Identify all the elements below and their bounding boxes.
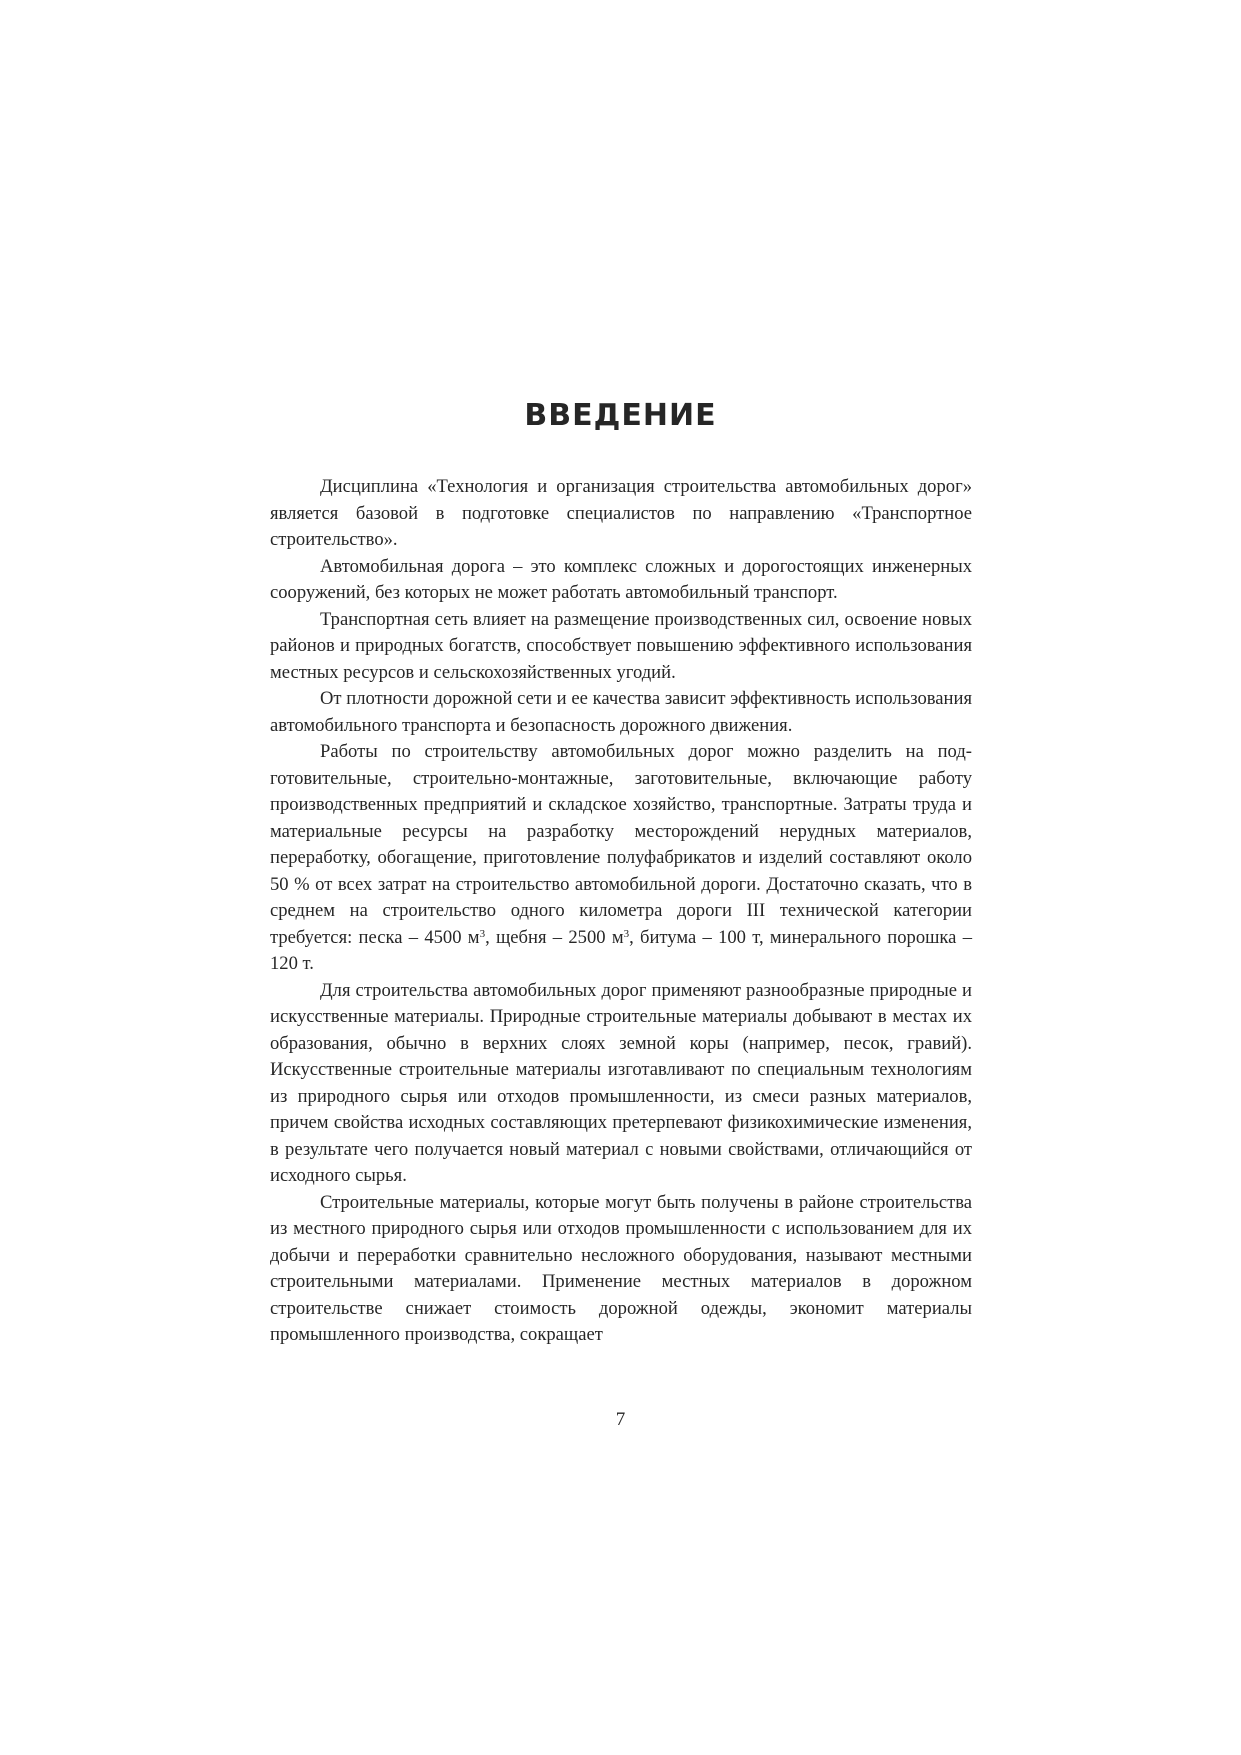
body-text [270,474,972,1349]
superscript-cubic-2: 3 [623,927,630,940]
paragraph-5-part-1: Работы по строительству автомобильных дорог можно разделить на подготовительные, строительно-монтажные, заготовительные, включающие работу производственных предприятий и складское хозяйство, транспортные. Затраты труда и материальные ресурсы на разработку месторождений нерудных материалов, переработку, обогащение, приготовление полуфабрикатов и изделий составляют около 50 % от всех затрат на строительство автомобильной дороги. Достаточно сказать, что в среднем на строительство одного километра дороги III технической категории требуется: песка – 4500 м [270,741,972,948]
paragraph-5 [270,739,972,978]
paragraph-3: Транспортная сеть влияет на размещение производственных сил, освоение новых районов и природных богатств, способствует повышению эффективного использования местных ресурсов и сельскохозяйственных угодий. [270,608,972,683]
paragraph-7: Строительные материалы, которые могут быть получены в районе строительства из местного природного сырья или отходов промышленности с использованием для их добычи и переработки сравнительно несложного оборудования, называют местными строительными материалами. Применение местных материалов в дорожном строительстве снижает стоимость дорожной одежды, экономит материалы промышленного производства, сокращает [270,1191,972,1345]
page-title: ВВЕДЕНИЕ [524,398,717,433]
paragraph-2: Автомобильная дорога – это комплекс сложных и дорогостоящих инженерных сооружений, без которых не может работать автомобильный транспорт. [270,555,972,603]
paragraph-4: От плотности дорожной сети и ее качества зависит эффективность использования автомобильного транспорта и безопасность дорожного движения. [270,688,972,736]
paragraph-5-part-2: , щебня – 2500 м [485,926,624,948]
paragraph-6: Для строительства автомобильных дорог применяют разнообразные природные и искусственные материалы. Природные строительные материалы добывают в местах их образования, обычно в верхних слоях земной коры (например, песок, гравий). Искусственные строительные материалы изготавливают по специальным технологиям из природного сырья или отходов промышленности, из смеси разных материалов, причем свойства исходных составляющих претерпевают физикохимические изменения, в результате чего получается новый материал с новыми свойствами, отличающийся от исходного сырья. [270,979,972,1186]
paragraph-5-part-3: , битума – 100 т, минерального порошка – 120 т. [270,926,973,974]
superscript-cubic-1: 3 [479,927,486,940]
paragraph-1: Дисциплина «Технология и организация строительства автомобильных дорог» является базовой в подготовке специалистов по направлению «Транспортное строительство». [270,476,972,550]
page-number: 7 [615,1409,626,1430]
